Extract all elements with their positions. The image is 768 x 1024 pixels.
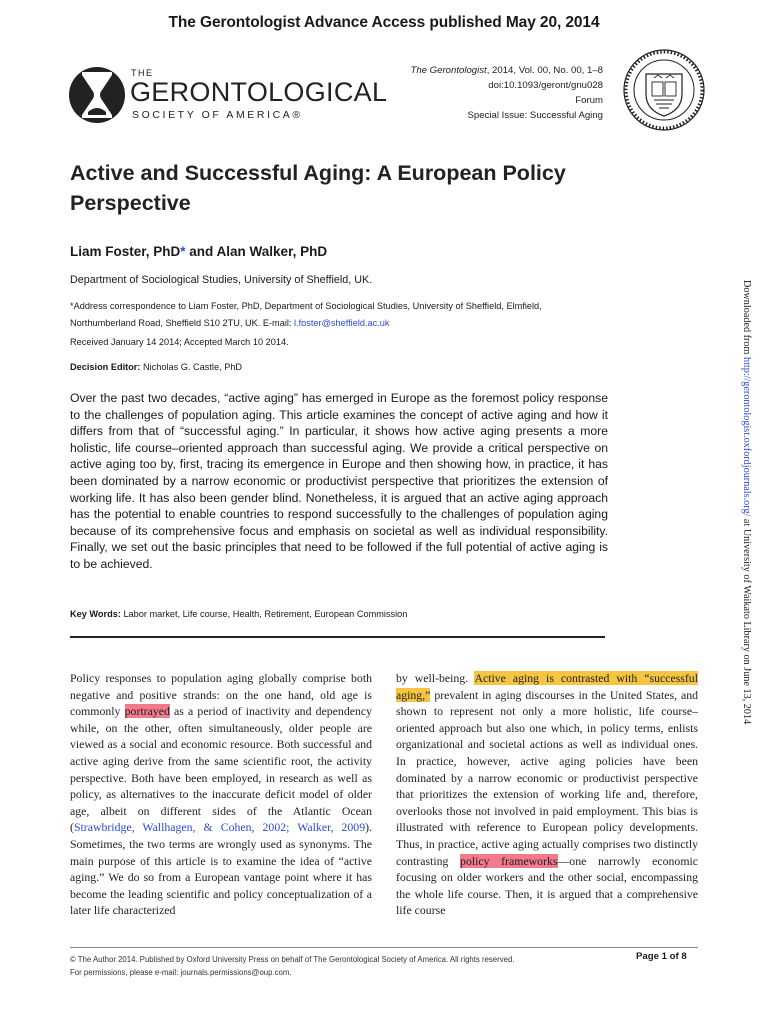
journal-citation: The Gerontologist, 2014, Vol. 00, No. 00, 1–8 [410,65,603,76]
body-column-2: by well-being. Active aging is contrasted with “successful aging,” prevalent in aging discourses in the United States, and shown to represent not only a more holistic, life course–oriented approach but also one which, in policy terms, enlists organizational and societal actions as well as individual ones. In practice, however, active aging policies have been dominated by a narrow economic or productivist perspective that prioritizes the extension of working life and, therefore, overlooks those not involved in paid employment. This bias is illustrated with reference to European policy developments. Thus, in practice, active aging actually comprises two distinctly contrasting policy frameworks—one narrowly economic focusing on older workers and the other social, encompassing the whole life course. Then, it is argued that a comprehensive life course [396,671,699,918]
download-note: Downloaded from http://gerontologist.oxfordjournals.org/ at University of Waikato Library on June 13, 2014 [741,280,752,725]
authors: Liam Foster, PhD* and Alan Walker, PhD [70,244,328,259]
article-title: Active and Successful Aging: A European Policy Perspective [70,161,566,215]
download-link[interactable]: http://gerontologist.oxfordjournals.org/ [741,356,752,517]
decision-editor: Decision Editor: Nicholas G. Castle, PhD [70,362,243,372]
advance-access-banner: The Gerontologist Advance Access published May 20, 2014 [168,14,600,31]
highlight-portrayed: portrayed [124,704,170,719]
permissions-line: For permissions, please e-mail: journals.permissions@oup.com. [70,968,292,977]
oxford-seal-icon [622,48,706,132]
hourglass-logo-icon [68,62,128,128]
highlight-active-aging: Active aging is contrasted with “successful aging,” [396,671,698,702]
gsa-logo [68,62,388,132]
highlight-policy-frameworks: policy frameworks [460,853,558,868]
journal-doi: doi:10.1093/geront/gnu028 [488,80,603,91]
email-link[interactable]: l.foster@sheffield.ac.uk [294,318,390,328]
journal-special-issue: Special Issue: Successful Aging [467,110,603,121]
correspondence-star-link[interactable]: * [180,244,186,259]
department: Department of Sociological Studies, University of Sheffield, UK. [70,274,373,286]
logo-society: SOCIETY OF AMERICA® [132,109,303,121]
keywords: Key Words: Labor market, Life course, Health, Retirement, European Commission [70,609,408,619]
copyright-line: © The Author 2014. Published by Oxford University Press on behalf of The Gerontological Society of America. All rights reserved. [70,955,515,964]
footer-divider [70,947,698,948]
download-sidebar [738,280,754,780]
received-dates: Received January 14 2014; Accepted March 10 2014. [70,337,289,347]
correspondence-address: *Address correspondence to Liam Foster, PhD, Department of Sociological Studies, University of Sheffield, Elmfield, Northumberland Road, Sheffield S10 2TU, UK. E-mail: l.foster@sheffield.ac.uk [70,301,542,328]
logo-gerontological: GERONTOLOGICAL [130,77,388,107]
body-column-1: Policy responses to population aging globally comprise both negative and positive strands: on the one hand, old age is commonly portrayed as a period of inactivity and dependency while, on the other, often simultaneously, older people are viewed as a social and economic resource. Both successful and active aging derive from the same scientific root, the activity perspective. Both have been employed, in research as well as policy, as alternatives to the inaccurate deficit model of older age, albeit on different sides of the Atlantic Ocean (Strawbridge, Wallhagen, & Cohen, 2002; Walker, 2009). Sometimes, the two terms are wrongly used as synonyms. The main purpose of this article is to examine the idea of “active aging.” We do so from a European vantage point where it has become the leading scientific and policy conceptualization of a later life characterized [70,671,372,918]
journal-info [410,63,603,123]
copyright [70,953,514,979]
abstract: Over the past two decades, “active aging” has emerged in Europe as the foremost policy response to the challenges of population aging. This article examines the concept of active aging and how it differs from that of “successful aging.” In particular, it shows how active aging presents a more holistic, life course–oriented approach than successful aging. We provide a critical perspective on active aging too by, first, tracing its emergence in Europe and then showing how, in practice, it has been dominated by a narrow economic or productivist perspective that prioritizes the extension of working life. It has also been gender blind. Nonetheless, it is argued that an active aging approach has the potential to enable countries to respond successfully to the challenges of population aging because of its comprehensive focus and emphasis on societal as well as individual responsibility. Finally, we set out the basic principles that need to be followed if the full potential of active aging is to be achieved. [70,391,608,571]
page-number: Page 1 of 8 [636,951,687,962]
logo-the: THE [131,68,154,78]
journal-section: Forum [575,95,603,106]
section-divider [70,636,605,638]
citation-link[interactable]: Strawbridge, Wallhagen, & Cohen, 2002; Walker, 2009 [73,820,366,835]
